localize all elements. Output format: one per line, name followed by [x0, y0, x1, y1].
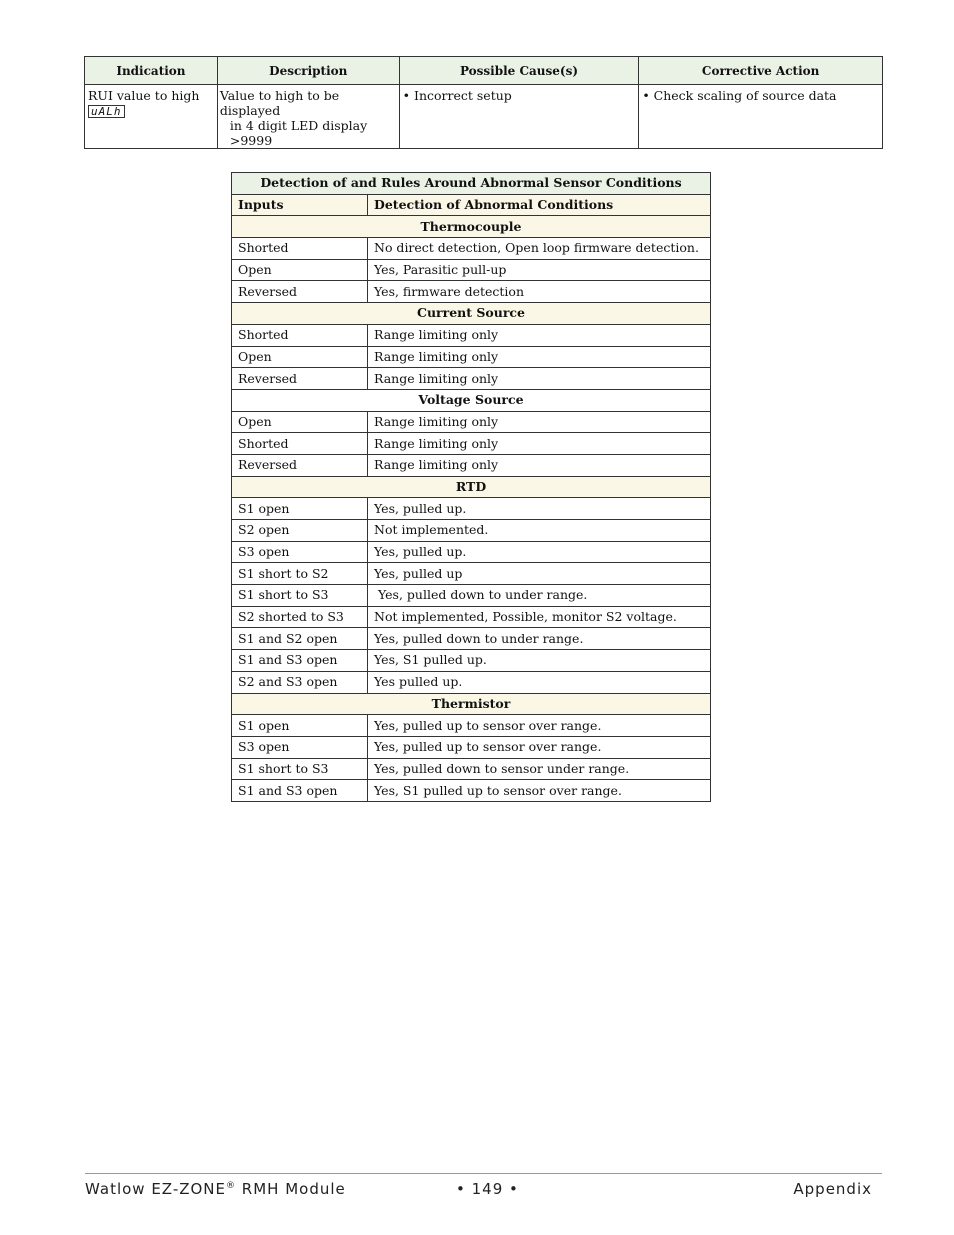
cause-cell: • Incorrect setup [399, 85, 639, 149]
led-display-code: uALh [88, 105, 125, 118]
table-row [232, 238, 711, 260]
input-cell: S1 and S3 open [232, 650, 368, 672]
section-title: Thermocouple [232, 216, 711, 238]
detection-cell: Range limiting only [368, 346, 711, 368]
abnormal-sensor-conditions-table [231, 172, 711, 802]
detection-cell: Range limiting only [368, 368, 711, 390]
input-cell: S1 open [232, 715, 368, 737]
table-row [232, 606, 711, 628]
input-cell: Shorted [232, 238, 368, 260]
input-cell: S1 short to S3 [232, 585, 368, 607]
detection-cell: No direct detection, Open loop firmware detection. [368, 238, 711, 260]
table-row [232, 346, 711, 368]
input-cell: S3 open [232, 736, 368, 758]
detection-cell: Yes, pulled up. [368, 541, 711, 563]
section-header-row [232, 389, 711, 411]
input-cell: S2 shorted to S3 [232, 606, 368, 628]
input-cell: S3 open [232, 541, 368, 563]
input-cell: S1 and S2 open [232, 628, 368, 650]
detection-cell: Yes pulled up. [368, 671, 711, 693]
input-cell: Reversed [232, 281, 368, 303]
table-row [232, 650, 711, 672]
table-row [232, 585, 711, 607]
detection-cell: Range limiting only [368, 411, 711, 433]
table-row [232, 433, 711, 455]
section-header-row [232, 216, 711, 238]
table-row [232, 324, 711, 346]
detection-cell: Yes, pulled down to sensor under range. [368, 758, 711, 780]
table-row [232, 780, 711, 802]
table-row [232, 281, 711, 303]
section-header-row [232, 693, 711, 715]
input-cell: S2 and S3 open [232, 671, 368, 693]
table-row [232, 411, 711, 433]
section-title: Current Source [232, 303, 711, 325]
table-row [232, 628, 711, 650]
table-row [232, 563, 711, 585]
footer-divider [85, 1173, 882, 1174]
input-cell: Open [232, 411, 368, 433]
section-header-row [232, 476, 711, 498]
detection-cell: Range limiting only [368, 454, 711, 476]
detection-cell: Yes, pulled down to under range. [368, 628, 711, 650]
footer-section: Appendix [793, 1180, 872, 1198]
detection-cell: Yes, firmware detection [368, 281, 711, 303]
table-row [232, 259, 711, 281]
footer-product-name: RMH Module [236, 1180, 346, 1198]
section-title: Voltage Source [232, 389, 711, 411]
detection-cell: Range limiting only [368, 433, 711, 455]
table-row [232, 454, 711, 476]
description-cell [217, 85, 399, 149]
detection-cell: Yes, Parasitic pull-up [368, 259, 711, 281]
table-row [232, 715, 711, 737]
error-indication-table [84, 56, 883, 149]
input-cell: Shorted [232, 324, 368, 346]
registered-mark: ® [226, 1181, 237, 1191]
table-row [232, 736, 711, 758]
action-cell: • Check scaling of source data [639, 85, 883, 149]
section-title: Thermistor [232, 693, 711, 715]
header-corrective-action: Corrective Action [639, 57, 883, 85]
input-cell: S2 open [232, 520, 368, 542]
detection-cell: Yes, S1 pulled up to sensor over range. [368, 780, 711, 802]
footer-brand: Watlow EZ-ZONE [85, 1180, 227, 1198]
input-cell: S1 short to S3 [232, 758, 368, 780]
input-cell: S1 open [232, 498, 368, 520]
header-possible-causes: Possible Cause(s) [399, 57, 639, 85]
section-header-row [232, 303, 711, 325]
input-cell: Open [232, 259, 368, 281]
input-cell: Open [232, 346, 368, 368]
description-line: in 4 digit LED display [229, 118, 368, 133]
indication-text: RUI value to high [88, 88, 200, 103]
footer-product [85, 1180, 346, 1198]
input-cell: Reversed [232, 454, 368, 476]
detection-cell: Yes, pulled up [368, 563, 711, 585]
description-line: >9999 [229, 133, 273, 148]
input-cell: S1 and S3 open [232, 780, 368, 802]
detection-cell: Yes, pulled up. [368, 498, 711, 520]
table-row [232, 498, 711, 520]
indication-cell [85, 85, 218, 149]
detection-cell: Not implemented, Possible, monitor S2 voltage. [368, 606, 711, 628]
detection-cell: Not implemented. [368, 520, 711, 542]
input-cell: Reversed [232, 368, 368, 390]
table-title-row [232, 173, 711, 195]
input-cell: Shorted [232, 433, 368, 455]
detection-cell: Yes, pulled up to sensor over range. [368, 715, 711, 737]
input-cell: S1 short to S2 [232, 563, 368, 585]
table-header-row [85, 57, 883, 85]
table-row [232, 671, 711, 693]
table-row [232, 368, 711, 390]
table-row [85, 85, 883, 149]
detection-cell: Range limiting only [368, 324, 711, 346]
description-line: Value to high to be displayed [219, 88, 340, 118]
detection-cell: Yes, pulled down to under range. [368, 585, 711, 607]
header-detection: Detection of Abnormal Conditions [368, 194, 711, 216]
table-row [232, 758, 711, 780]
detection-cell: Yes, S1 pulled up. [368, 650, 711, 672]
table-title: Detection of and Rules Around Abnormal Sensor Conditions [232, 173, 711, 195]
table-row [232, 520, 711, 542]
table-header-row [232, 194, 711, 216]
header-indication: Indication [85, 57, 218, 85]
table-row [232, 541, 711, 563]
page-number: • 149 • [456, 1180, 519, 1198]
header-description: Description [217, 57, 399, 85]
header-inputs: Inputs [232, 194, 368, 216]
detection-cell: Yes, pulled up to sensor over range. [368, 736, 711, 758]
section-title: RTD [232, 476, 711, 498]
